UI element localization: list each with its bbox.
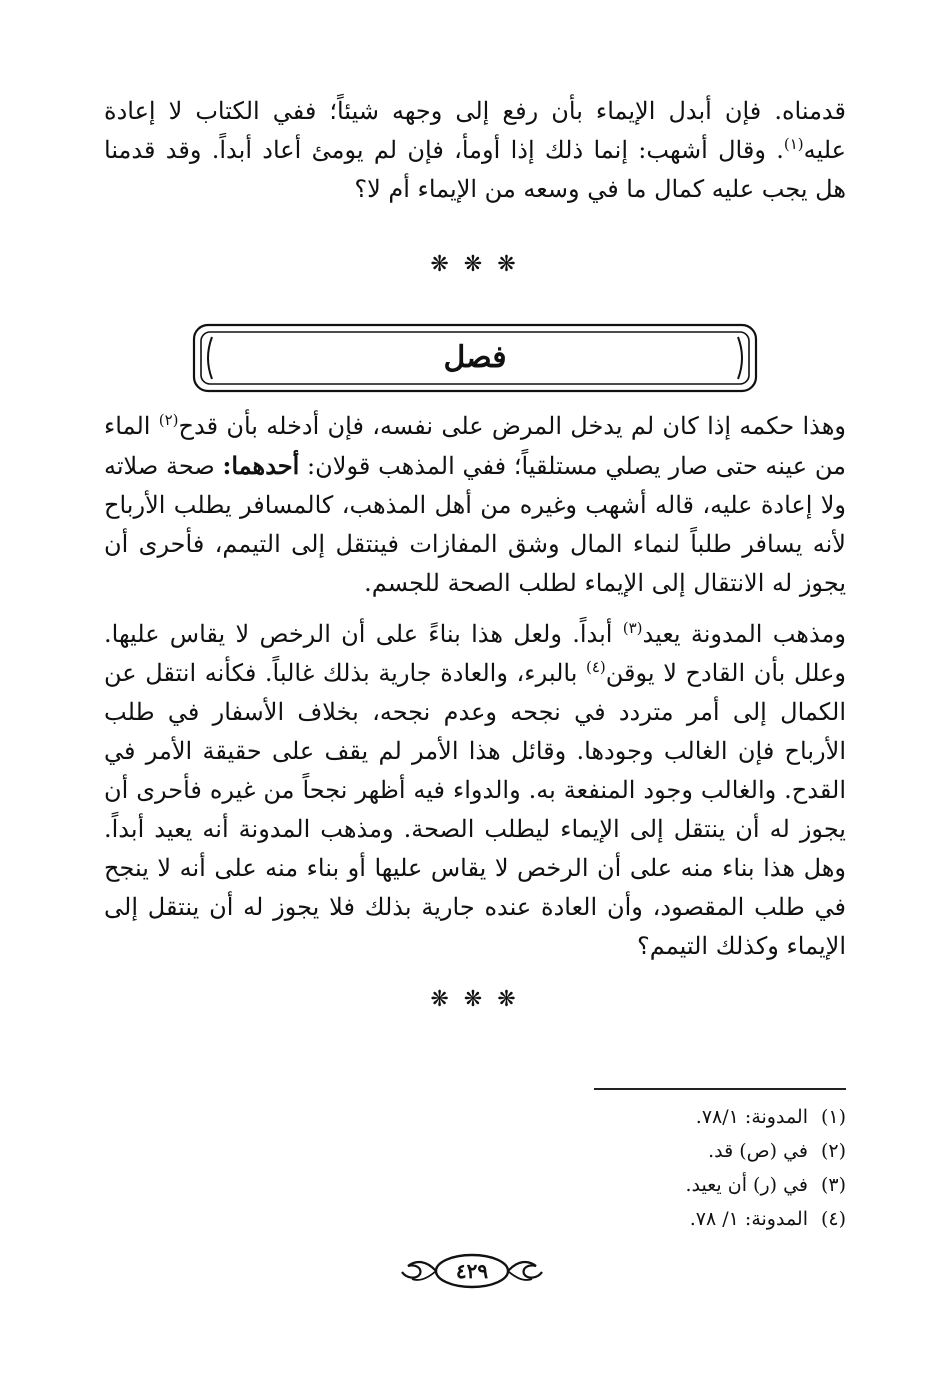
- footnote-number: (٣): [820, 1174, 846, 1196]
- footnote-ref-1[interactable]: (١): [783, 135, 804, 153]
- paragraph-2: [104, 407, 846, 603]
- separator-stars-1: ❋ ❋ ❋: [430, 252, 520, 277]
- page-number: ٤٢٩: [455, 1259, 489, 1283]
- paragraph-2-after-ref: الماء من عينه حتى صار يصلي مستلقياً؛ ففي المذهب قولان:: [104, 412, 846, 480]
- footnote-item: [594, 1168, 846, 1202]
- page-body: [104, 92, 846, 1020]
- footnote-divider: [594, 1088, 846, 1090]
- footnote-text: المدونة: ١/ ٧٨.: [689, 1208, 808, 1230]
- paragraph-3-part-2: أبداً. ولعل هذا بناءً على أن الرخص لا يقاس عليها. وعلل بأن القادح لا يوقن: [104, 620, 846, 687]
- paragraph-2-before-ref: وهذا حكمه إذا كان لم يدخل المرض على نفسه، فإن أدخله بأن قدح: [178, 412, 846, 440]
- paragraph-3-part-3: بالبرء، والعادة جارية بذلك غالباً. فكأنه انتقل عن الكمال إلى أمر متردد في نجحه وعدم نجحه، بخلاف الأسفار في طلب الأرباح فإن الغالب وجودها. وقائل هذا الأمر لم يقف على حقيقة الأمر في القدح. والغالب وجود المنفعة به. والدواء فيه أظهر نجحاً من غيره فأحرى أن يجوز له أن ينتقل إلى الإيماء ليطلب الصحة. ومذهب المدونة أنه يعيد أبداً. وهل هذا بناء منه على أن الرخص لا يقاس عليها أو بناء منه على أنه لا ينجح في طلب المقصود، وأن العادة عنده جارية بذلك فلا يجوز له أن ينتقل إلى الإيماء وكذلك التيمم؟: [104, 659, 846, 960]
- paragraph-1: [104, 92, 846, 209]
- separator-stars-2: ❋ ❋ ❋: [430, 987, 520, 1012]
- footnote-number: (١): [820, 1106, 846, 1128]
- paragraph-3: [104, 615, 846, 966]
- footnote-ref-4[interactable]: (٤): [585, 658, 606, 676]
- paragraph-3-part-1: ومذهب المدونة يعيد: [642, 620, 846, 648]
- paragraph-1-text-after: . وقال أشهب: إنما ذلك إذا أومأ، فإن لم يومئ أعاد أبداً. وقد قدمنا هل يجب عليه كمال ما في وسعه من الإيماء أم لا؟: [104, 136, 846, 203]
- footnote-text: المدونة: ٧٨/١.: [695, 1106, 808, 1128]
- footnote-text: في (ر) أن يعيد.: [685, 1174, 808, 1196]
- footnote-number: (٤): [820, 1208, 846, 1230]
- footnote-text: في (ص) قد.: [708, 1140, 808, 1162]
- footnote-item: [594, 1100, 846, 1134]
- page-number-ornament: [398, 1252, 546, 1292]
- paragraph-2-lead-word: أحدهما:: [222, 451, 300, 480]
- footnote-ref-3[interactable]: (٣): [622, 619, 643, 637]
- section-heading-frame: [192, 323, 758, 393]
- footnote-ref-2[interactable]: (٢): [158, 411, 179, 429]
- footnotes: [594, 1088, 846, 1236]
- paragraph-2-rest: صحة صلاته ولا إعادة عليه، قاله أشهب وغيره من أهل المذهب، كالمسافر يطلب الأرباح لأنه يسافر طلباً لنماء المال وشق المفازات فينتقل إلى التيمم، فأحرى أن يجوز له الانتقال إلى الإيماء لطلب الصحة للجسم.: [104, 452, 846, 597]
- footnote-item: [594, 1202, 846, 1236]
- footnote-item: [594, 1134, 846, 1168]
- paragraph-1-text: قدمناه. فإن أبدل الإيماء بأن رفع إلى وجهه شيئاً؛ ففي الكتاب لا إعادة عليه: [104, 97, 846, 164]
- section-title: فصل: [443, 340, 507, 375]
- footnote-number: (٢): [820, 1140, 846, 1162]
